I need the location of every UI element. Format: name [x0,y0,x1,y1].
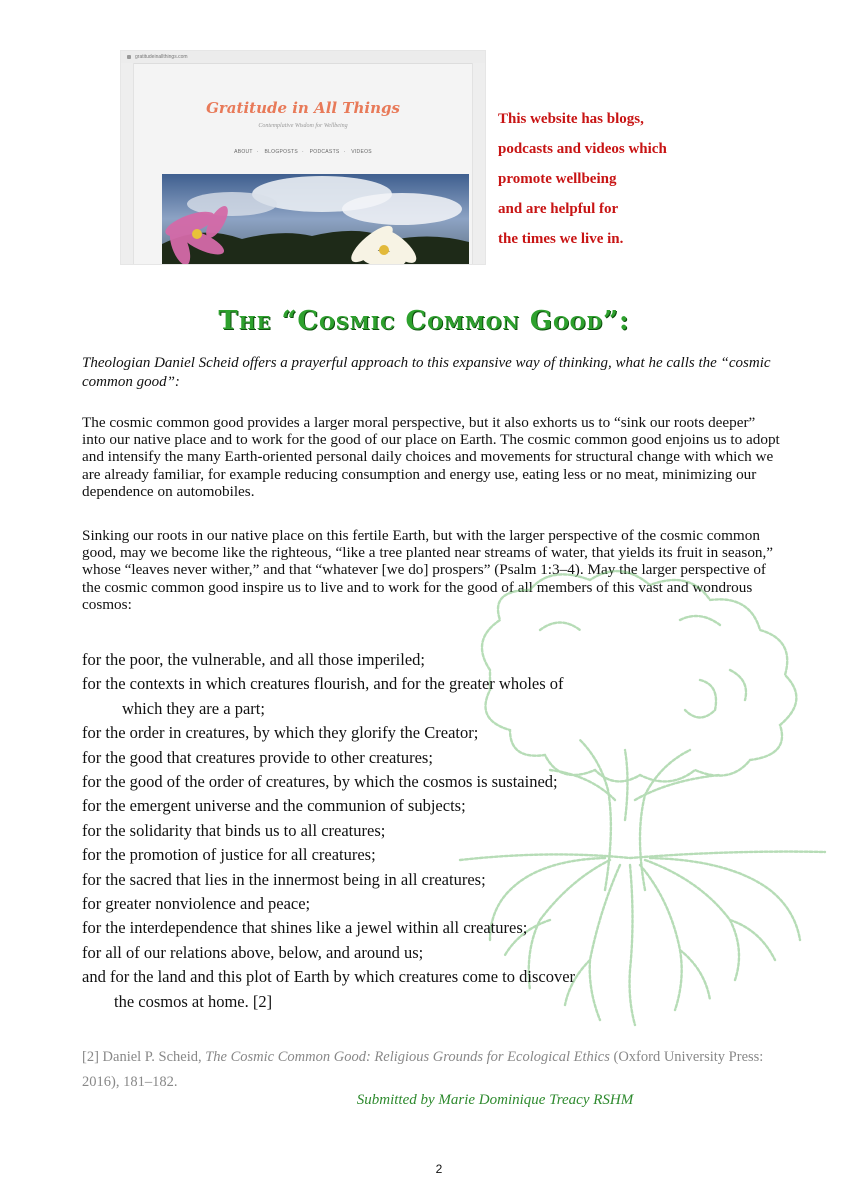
prayer-line: which they are a part; [122,698,265,718]
prayer-line: for the emergent universe and the communion of subjects; [82,796,466,816]
submitted-by: Submitted by Marie Dominique Treacy RSHM [356,1092,634,1108]
prayer-line: for the solidarity that binds us to all creatures; [82,820,386,840]
promo-line: podcasts and videos which [498,141,667,157]
flower-banner-image [162,174,469,264]
prayer-line: for the good of the order of creatures, by which the cosmos is sustained; [82,772,558,792]
intro-paragraph: Theologian Daniel Scheid offers a prayerful approach to this expansive way of thinking, what he calls the “cosmic common good”: [82,355,771,390]
page-number: 2 [435,1162,443,1176]
prayer-line: for the interdependence that shines like a jewel within all creatures; [82,918,528,938]
footnote-suffix: (Oxford University Press: 2016), 181–182. [82,1049,764,1090]
site-tagline: Contemplative Wisdom for Wellbeing [258,123,348,129]
site-nav: ABOUT · BLOGPOSTS · PODCASTS · VIDEOS [234,149,372,155]
prayer-line: and for the land and this plot of Earth by which creatures come to discover [82,967,576,987]
prayer-line: for the poor, the vulnerable, and all those imperiled; [82,650,425,669]
body-paragraph-1: The cosmic common good provides a larger moral perspective, but it also exhorts us to “sink our roots deeper” into our native place and to work for the good of our place on Earth. The cosmic common good enjoins us to adopt and intensify the many Earth-oriented personal daily choices and movements for structural change with which we are already familiar, for example reducing consumption and energy use, eating less or no meat, minimizing our dependence on automobiles. [82,414,780,500]
nav-podcasts: PODCASTS [309,149,340,155]
prayer-line: for the order in creatures, by which they glorify the Creator; [82,723,479,743]
promo-line: and are helpful for [498,201,619,217]
prayer-line: for the sacred that lies in the innermost being in all creatures; [82,869,486,889]
nav-videos: VIDEOS [351,149,372,155]
promo-line: promote wellbeing [498,171,617,187]
browser-address-bar [121,51,485,64]
footnote [82,1045,782,1095]
prayer-line: for the promotion of justice for all creatures; [82,845,376,865]
footnote-book-title: The Cosmic Common Good: Religious Grounds for Ecological Ethics [205,1049,610,1065]
page-gutter-right [472,63,485,264]
prayer-line: for greater nonviolence and peace; [82,894,311,914]
nav-about: ABOUT [234,149,253,155]
website-promo-text [498,104,667,254]
prayer-line: the cosmos at home. [2] [114,991,273,1011]
page-heading: The “Cosmic Common Good”: [218,306,630,336]
nav-blogposts: BLOGPOSTS [264,149,298,155]
lock-icon [127,55,131,59]
prayer-line: for the contexts in which creatures flourish, and for the greater wholes of [82,674,564,694]
prayer-line: for the good that creatures provide to other creatures; [82,747,433,767]
website-screenshot [120,50,486,265]
prayer-line: for all of our relations above, below, and around us; [82,942,424,962]
promo-line: This website has blogs, [498,111,644,127]
footnote-prefix: [2] Daniel P. Scheid, [82,1049,206,1065]
browser-url: gratitudeinallthings.com [135,54,188,60]
site-title: Gratitude in All Things [206,99,400,117]
body-paragraph-2: Sinking our roots in our native place on this fertile Earth, but with the larger perspective of the cosmic common good, may we become like the righteous, “like a tree planted near streams of water, that yields its fruit in season,” whose “leaves never wither,” and that “whatever [we do] prospers” (Psalm 1:3–4). May the larger perspective of the cosmic common good inspire us to live and to work for the good of all members of this vast and wondrous cosmos: [82,527,774,613]
page-gutter-left [121,63,134,264]
prayer-litany [82,648,575,1014]
promo-line: the times we live in. [498,231,624,247]
